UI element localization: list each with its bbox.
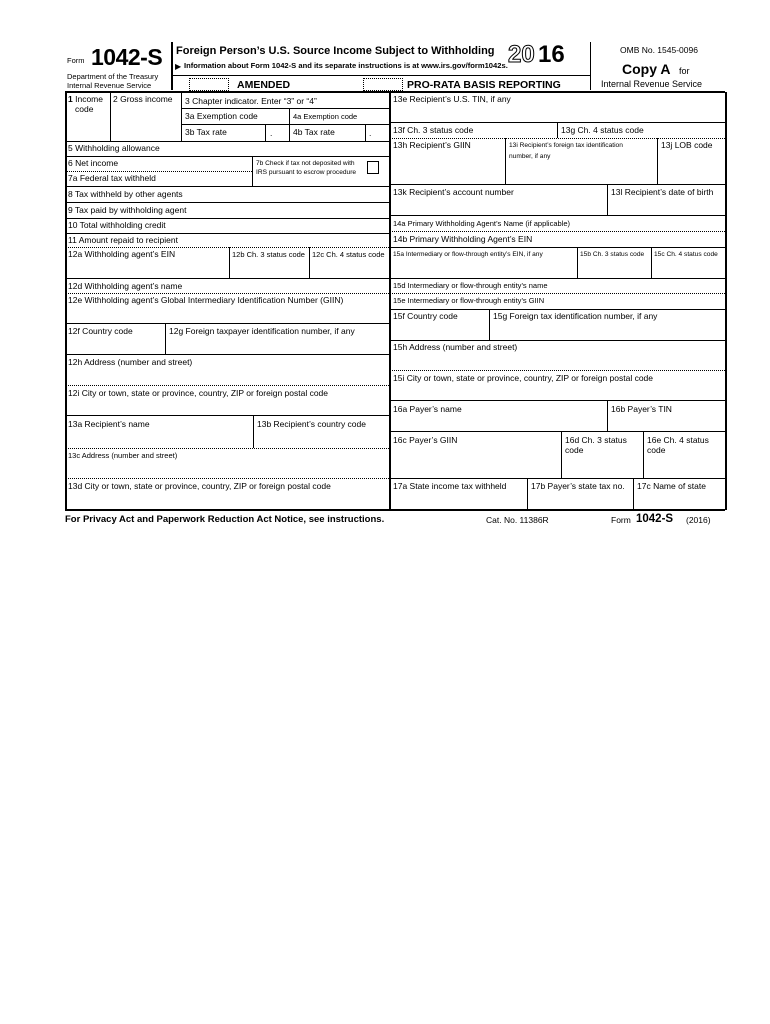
box-13g-label: 13g Ch. 4 status code bbox=[561, 125, 644, 135]
box-15b-label: 15b Ch. 3 status code bbox=[580, 251, 645, 258]
box-3-label: 3 Chapter indicator. Enter “3” or “4” bbox=[185, 96, 317, 106]
box-16c-label: 16c Payer’s GIIN bbox=[393, 435, 458, 445]
privacy-notice: For Privacy Act and Paperwork Reduction Act Notice, see instructions. bbox=[65, 514, 385, 525]
box-16a-label: 16a Payer’s name bbox=[393, 404, 462, 414]
catalog-number: Cat. No. 11386R bbox=[486, 515, 549, 525]
prorata-checkbox[interactable] bbox=[363, 78, 403, 91]
box-17c-label: 17c Name of state bbox=[637, 481, 706, 491]
box-7b-checkbox[interactable] bbox=[367, 161, 379, 174]
decimal-point: . bbox=[369, 128, 372, 138]
amended-label: AMENDED bbox=[237, 79, 291, 91]
box-7b-label-1: 7b Check if tax not deposited with bbox=[256, 160, 355, 167]
box-12b-label: 12b Ch. 3 status code bbox=[232, 250, 305, 259]
box-16e-label-2: code bbox=[647, 445, 666, 455]
instructions-info-link[interactable]: Information about Form 1042-S and its separate instructions is at www.irs.gov/form1042s. bbox=[184, 61, 508, 70]
box-13l-label: 13l Recipient’s date of birth bbox=[611, 187, 714, 197]
box-2-label: 2 Gross income bbox=[113, 94, 173, 104]
box-16e-label-1: 16e Ch. 4 status bbox=[647, 435, 709, 445]
box-12f-label: 12f Country code bbox=[68, 326, 133, 336]
box-15d-label: 15d Intermediary or flow-through entity’s name bbox=[393, 281, 548, 290]
box-14b-label: 14b Primary Withholding Agent’s EIN bbox=[393, 234, 533, 244]
box-13i-label-2: number, if any bbox=[509, 153, 551, 160]
box-17a-label: 17a State income tax withheld bbox=[393, 481, 507, 491]
box-15a-label: 15a Intermediary or flow-through entity’s EIN, if any bbox=[393, 251, 543, 258]
box-3b-label: 3b Tax rate bbox=[185, 127, 227, 137]
amended-checkbox[interactable] bbox=[189, 78, 229, 91]
form-number: 1042-S bbox=[91, 44, 163, 70]
box-1-label: 1 Income bbox=[68, 94, 103, 104]
box-13a-label: 13a Recipient’s name bbox=[68, 419, 150, 429]
box-13i-label-1: 13i Recipient’s foreign tax identification bbox=[509, 142, 623, 149]
box-17b-label: 17b Payer’s state tax no. bbox=[531, 481, 625, 491]
box-3a-label: 3a Exemption code bbox=[185, 111, 258, 121]
footer-form-number: 1042-S bbox=[636, 513, 674, 525]
box-12i-label: 12i City or town, state or province, country, ZIP or foreign postal code bbox=[68, 388, 329, 398]
box-14a-label: 14a Primary Withholding Agent’s Name (if applicable) bbox=[393, 219, 571, 228]
box-4b-label: 4b Tax rate bbox=[293, 127, 335, 137]
form-title: Foreign Person’s U.S. Source Income Subject to Withholding bbox=[176, 45, 495, 57]
box-15h-label: 15h Address (number and street) bbox=[393, 342, 518, 352]
box-15i-label: 15i City or town, state or province, country, ZIP or foreign postal code bbox=[393, 373, 654, 383]
box-16b-label: 16b Payer’s TIN bbox=[611, 404, 672, 414]
box-7b-label-2: IRS pursuant to escrow procedure bbox=[256, 169, 357, 176]
box-4a-label: 4a Exemption code bbox=[293, 112, 358, 121]
box-13c-label: 13c Address (number and street) bbox=[68, 451, 178, 460]
box-13j-label: 13j LOB code bbox=[661, 140, 713, 150]
box-15f-label: 15f Country code bbox=[393, 311, 458, 321]
tax-year-suffix: 16 bbox=[538, 41, 565, 68]
copy-agency: Internal Revenue Service bbox=[601, 79, 703, 89]
box-12h-label: 12h Address (number and street) bbox=[68, 357, 193, 367]
box-16d-label-1: 16d Ch. 3 status bbox=[565, 435, 627, 445]
footer-form-year: (2016) bbox=[686, 515, 711, 525]
box-11-label: 11 Amount repaid to recipient bbox=[68, 235, 178, 245]
box-12g-label: 12g Foreign taxpayer identification number, if any bbox=[169, 326, 355, 336]
arrow-right-icon: ▶ bbox=[175, 62, 182, 71]
tax-year-prefix: 20 bbox=[508, 41, 535, 68]
box-12a-label: 12a Withholding agent’s EIN bbox=[68, 249, 176, 259]
box-15c-label: 15c Ch. 4 status code bbox=[654, 251, 718, 258]
box-13h-label: 13h Recipient’s GIIN bbox=[393, 140, 471, 150]
box-5-label: 5 Withholding allowance bbox=[68, 143, 160, 153]
box-8-label: 8 Tax withheld by other agents bbox=[68, 189, 183, 199]
form-label: Form bbox=[67, 56, 85, 65]
box-15e-label: 15e Intermediary or flow-through entity’s GIIN bbox=[393, 296, 545, 305]
box-13d-label: 13d City or town, state or province, country, ZIP or foreign postal code bbox=[68, 481, 331, 491]
footer-form-label: Form bbox=[611, 515, 631, 525]
department-line: Department of the Treasury bbox=[67, 72, 159, 81]
box-12d-label: 12d Withholding agent’s name bbox=[68, 281, 183, 291]
omb-number: OMB No. 1545-0096 bbox=[620, 45, 698, 55]
box-12e-label: 12e Withholding agent’s Global Intermediary Identification Number (GIIN) bbox=[68, 295, 344, 305]
copy-label: Copy A bbox=[622, 61, 671, 77]
box-9-label: 9 Tax paid by withholding agent bbox=[68, 205, 187, 215]
box-15g-label: 15g Foreign tax identification number, if any bbox=[493, 311, 658, 321]
box-6-label: 6 Net income bbox=[68, 158, 119, 168]
box-1-code: code bbox=[75, 104, 94, 114]
prorata-label: PRO-RATA BASIS REPORTING bbox=[407, 79, 561, 91]
box-13b-label: 13b Recipient’s country code bbox=[257, 419, 366, 429]
box-10-label: 10 Total withholding credit bbox=[68, 220, 166, 230]
box-13k-label: 13k Recipient’s account number bbox=[393, 187, 514, 197]
agency-line: Internal Revenue Service bbox=[67, 81, 152, 90]
decimal-point: . bbox=[270, 128, 273, 138]
box-12c-label: 12c Ch. 4 status code bbox=[312, 250, 385, 259]
box-7a-label: 7a Federal tax withheld bbox=[68, 173, 156, 183]
box-16d-label-2: code bbox=[565, 445, 584, 455]
box-13e-label: 13e Recipient’s U.S. TIN, if any bbox=[393, 94, 511, 104]
copy-for: for bbox=[679, 66, 690, 76]
box-13f-label: 13f Ch. 3 status code bbox=[393, 125, 474, 135]
